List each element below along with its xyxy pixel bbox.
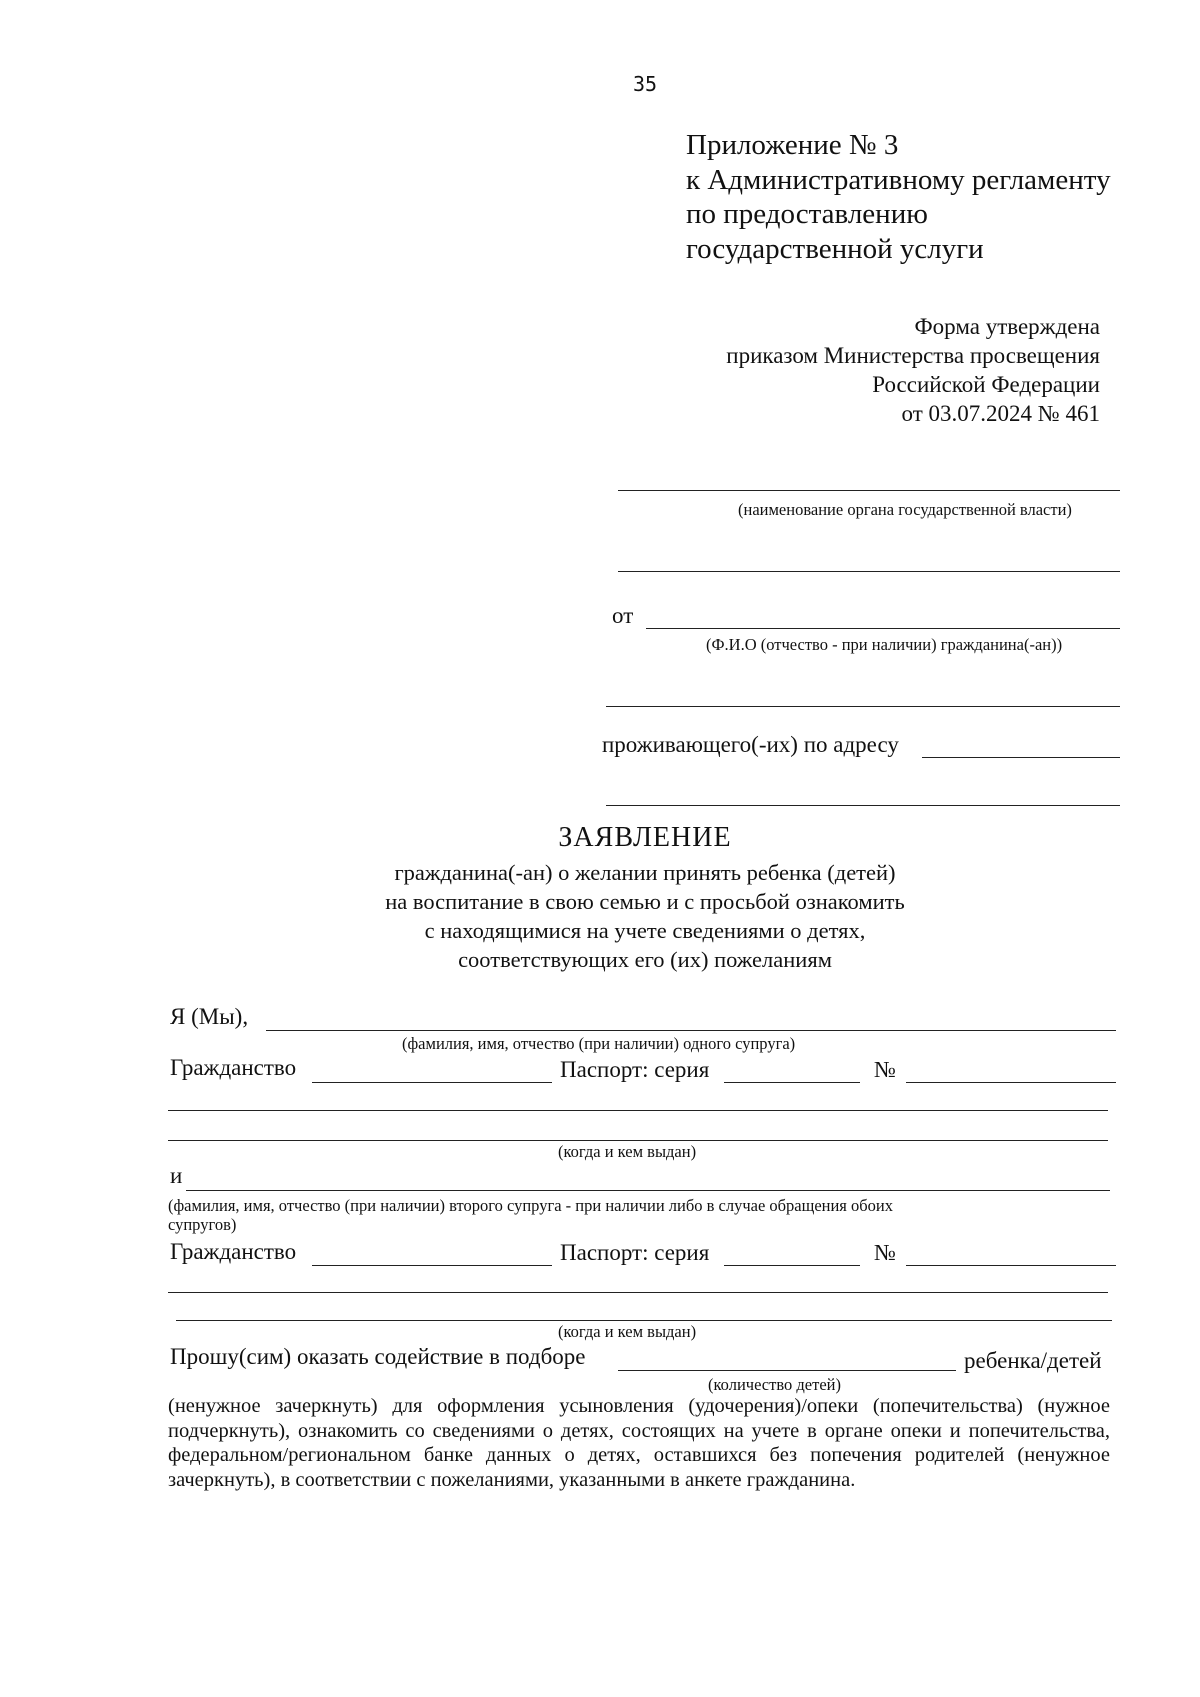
applicant-fio-field-2[interactable] xyxy=(606,706,1120,707)
address-field-2[interactable] xyxy=(606,805,1120,806)
spouse1-name-field[interactable] xyxy=(266,1030,1116,1031)
applicant-fio-field[interactable] xyxy=(646,628,1120,629)
issued-caption-2: (когда и кем выдан) xyxy=(558,1322,697,1341)
citizenship-field-1[interactable] xyxy=(312,1082,552,1083)
passport-issued-field-1b[interactable] xyxy=(168,1140,1108,1141)
passport-issued-field-2a[interactable] xyxy=(168,1292,1108,1293)
and-label: и xyxy=(170,1163,183,1188)
citizenship-label-2: Гражданство xyxy=(170,1239,297,1264)
subtitle-line-2: на воспитание в свою семью и с просьбой ознакомить xyxy=(385,889,905,914)
passport-issued-field-2b[interactable] xyxy=(176,1320,1112,1321)
page-number: 35 xyxy=(632,72,658,96)
approval-line-2: приказом Министерства просвещения xyxy=(726,343,1100,368)
i-we-label: Я (Мы), xyxy=(170,1004,249,1029)
authority-caption: (наименование органа государственной власти) xyxy=(738,500,1072,519)
approval-line-3: Российской Федерации xyxy=(872,372,1100,397)
passport-number-label-1: № xyxy=(874,1057,896,1082)
issued-caption-1: (когда и кем выдан) xyxy=(558,1142,697,1161)
child-label: ребенка/детей xyxy=(964,1348,1102,1373)
passport-number-field-2[interactable] xyxy=(906,1265,1116,1266)
spouse2-name-field[interactable] xyxy=(186,1190,1110,1191)
approval-line-1: Форма утверждена xyxy=(914,314,1100,339)
appendix-block xyxy=(686,128,1111,266)
appendix-line-4: государственной услуги xyxy=(686,232,984,265)
authority-name-field-2[interactable] xyxy=(618,571,1120,572)
appendix-line-3: по предоставлению xyxy=(686,198,928,230)
request-label: Прошу(сим) оказать содействие в подборе xyxy=(170,1344,586,1369)
spouse1-caption: (фамилия, имя, отчество (при наличии) одного супруга) xyxy=(402,1034,796,1053)
passport-issued-field-1a[interactable] xyxy=(168,1110,1108,1111)
passport-series-field-1[interactable] xyxy=(724,1082,860,1083)
subtitle-line-1: гражданина(-ан) о желании принять ребенка (детей) xyxy=(394,860,896,885)
request-paragraph-text: (ненужное зачеркнуть) для оформления усыновления (удочерения)/опеки (попечительства) (нужное подчеркнуть), ознакомить со сведениями о детях, состоящих на учете в органе опеки и попечительства, федеральном/региональном банке данных о детях, оставшихся без попечения родителей (ненужное зачеркнуть), в соответствии с пожеланиями, указанными в анкете гражданина. xyxy=(168,1395,1110,1491)
request-paragraph xyxy=(168,1394,1110,1492)
citizenship-label-1: Гражданство xyxy=(170,1055,297,1080)
passport-number-field-1[interactable] xyxy=(906,1082,1116,1083)
document-subtitle xyxy=(0,858,1200,974)
from-label: от xyxy=(612,603,634,628)
address-label: проживающего(-их) по адресу xyxy=(602,732,899,757)
appendix-line-1: Приложение № 3 xyxy=(686,129,899,161)
passport-number-label-2: № xyxy=(874,1240,896,1265)
approval-line-4: от 03.07.2024 № 461 xyxy=(901,401,1100,426)
passport-series-label-2: Паспорт: серия xyxy=(560,1240,710,1265)
spouse2-caption-line-2: супругов) xyxy=(168,1215,237,1234)
fio-caption: (Ф.И.О (отчество - при наличии) гражданина(-ан)) xyxy=(706,635,1063,654)
subtitle-line-3: с находящимися на учете сведениями о детях, xyxy=(424,918,866,943)
passport-series-field-2[interactable] xyxy=(724,1265,860,1266)
spouse2-caption-line-1: (фамилия, имя, отчество (при наличии) второго супруга - при наличии либо в случае обращения обоих xyxy=(168,1196,893,1215)
citizenship-field-2[interactable] xyxy=(312,1265,552,1266)
appendix-line-2: к Административному регламенту xyxy=(686,163,1111,196)
approval-block xyxy=(726,312,1100,428)
count-caption: (количество детей) xyxy=(708,1375,841,1394)
children-count-field[interactable] xyxy=(618,1370,956,1371)
subtitle-line-4: соответствующих его (их) пожеланиям xyxy=(458,947,832,972)
authority-name-field[interactable] xyxy=(618,490,1120,491)
passport-series-label-1: Паспорт: серия xyxy=(560,1057,710,1082)
address-field[interactable] xyxy=(922,757,1120,758)
document-title: ЗАЯВЛЕНИЕ xyxy=(558,822,732,853)
